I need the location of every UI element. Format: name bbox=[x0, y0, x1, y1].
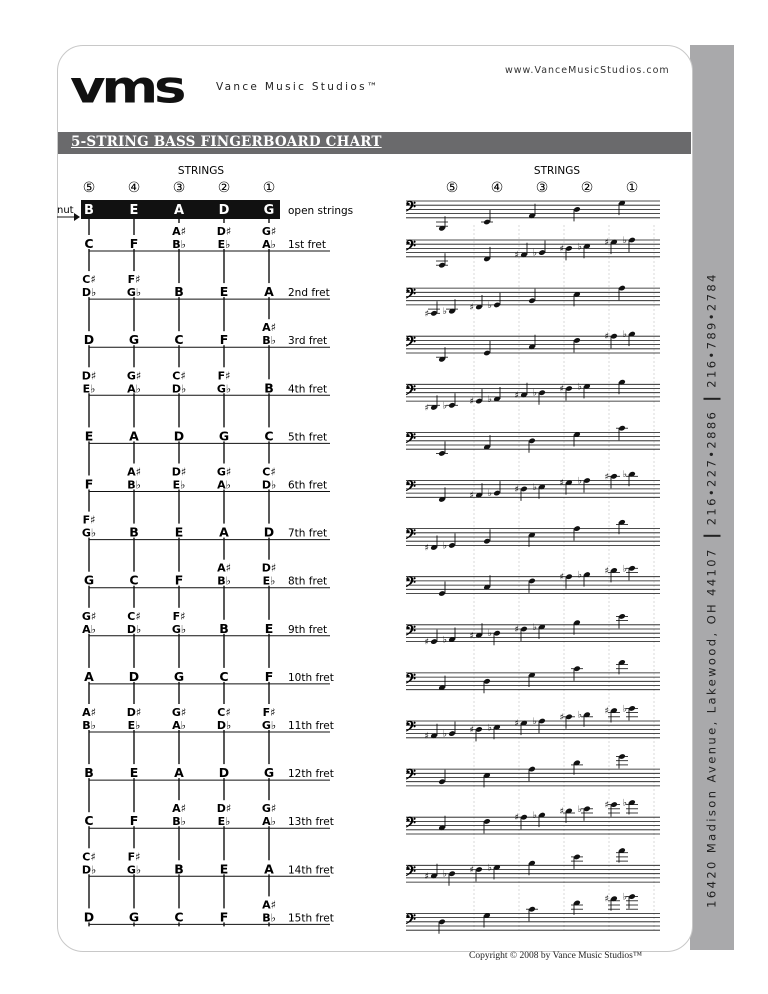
fret-note: A♭ bbox=[262, 815, 276, 829]
address: 16420 Madison Avenue, Lakewood, OH 44107 bbox=[704, 547, 719, 908]
fret-note: D bbox=[128, 668, 140, 684]
fret-note: G♯ bbox=[216, 465, 232, 479]
accidental: ♭ bbox=[622, 564, 627, 575]
fret-note: C bbox=[84, 236, 94, 251]
fret-note: G♯ bbox=[81, 609, 97, 623]
accidental: ♭ bbox=[577, 382, 582, 393]
fret-note: F bbox=[219, 909, 229, 925]
fret-note: G bbox=[218, 428, 230, 444]
accidental: ♯ bbox=[469, 303, 474, 313]
fret-note: F♯ bbox=[127, 850, 141, 864]
fret-note: C♯ bbox=[82, 273, 96, 287]
fret-note: G♭ bbox=[126, 286, 142, 300]
accidental: ♯ bbox=[559, 244, 564, 255]
accidental: ♭ bbox=[577, 570, 582, 581]
logo-text: vms bbox=[70, 70, 183, 113]
accidental: ♯ bbox=[604, 332, 609, 343]
fret-note: A bbox=[264, 284, 274, 300]
fret-note: E bbox=[174, 524, 184, 540]
fret-note: A♯ bbox=[172, 225, 186, 238]
accidental: ♭ bbox=[577, 242, 582, 253]
accidental: ♭ bbox=[442, 729, 447, 740]
fret-note: C bbox=[219, 668, 229, 684]
accidental: ♭ bbox=[532, 388, 537, 399]
bass-clef: 𝄢 bbox=[405, 382, 416, 403]
accidental: ♯ bbox=[424, 309, 429, 320]
accidental: ♯ bbox=[469, 725, 474, 736]
fret-note: A bbox=[219, 524, 229, 540]
fret-note: C bbox=[174, 909, 184, 925]
strings-label: STRINGS bbox=[177, 165, 225, 177]
accidental: ♭ bbox=[487, 395, 492, 405]
fret-note: E bbox=[84, 428, 94, 444]
fret-note: D♭ bbox=[216, 719, 232, 732]
fret-note: C♯ bbox=[217, 706, 231, 719]
fret-note: D♯ bbox=[81, 369, 97, 383]
fret-note: E♭ bbox=[127, 719, 141, 732]
fret-note: F bbox=[264, 668, 274, 684]
fret-note: E♭ bbox=[217, 238, 231, 251]
accidental: ♯ bbox=[424, 543, 429, 554]
accidental: ♯ bbox=[604, 706, 609, 717]
accidental: ♯ bbox=[559, 478, 564, 489]
open-note: E bbox=[129, 203, 139, 218]
bass-clef: 𝄢 bbox=[405, 574, 416, 595]
nut-label: nut bbox=[57, 205, 74, 216]
bass-clef: 𝄢 bbox=[405, 622, 416, 643]
bass-clef: 𝄢 bbox=[405, 863, 416, 884]
accidental: ♯ bbox=[424, 637, 429, 648]
fret-note: D bbox=[173, 428, 185, 444]
fret-note: A♯ bbox=[262, 321, 276, 335]
fret-note: B♭ bbox=[262, 911, 276, 925]
string-number: ① bbox=[625, 180, 639, 196]
fret-note: A♯ bbox=[172, 802, 186, 816]
fret-note: D♯ bbox=[216, 225, 232, 238]
string-number: ③ bbox=[535, 180, 549, 196]
fret-label: 6th fret bbox=[288, 479, 328, 492]
fret-note: E♭ bbox=[172, 478, 186, 492]
string-number: ② bbox=[580, 180, 594, 196]
accidental: ♭ bbox=[442, 635, 447, 646]
accidental: ♯ bbox=[469, 397, 474, 408]
divider bbox=[704, 398, 721, 400]
fret-note: F bbox=[84, 476, 94, 492]
fret-label: 7th fret bbox=[288, 527, 328, 540]
fret-note: C bbox=[264, 428, 274, 444]
fret-label: 11th fret bbox=[288, 720, 334, 732]
fret-note: C♯ bbox=[262, 465, 276, 479]
bass-clef: 𝄢 bbox=[405, 478, 416, 499]
accidental: ♯ bbox=[604, 238, 609, 249]
bass-clef: 𝄢 bbox=[405, 334, 416, 355]
bass-clef: 𝄢 bbox=[405, 526, 416, 547]
accidental: ♭ bbox=[442, 307, 447, 318]
accidental: ♭ bbox=[532, 717, 537, 727]
phone-2: 216•789•2784 bbox=[704, 272, 719, 388]
fret-note: G bbox=[128, 332, 140, 348]
fret-note: D♭ bbox=[81, 863, 97, 877]
fret-note: A♯ bbox=[217, 561, 231, 575]
accidental: ♯ bbox=[559, 572, 564, 583]
accidental: ♭ bbox=[622, 470, 627, 481]
fret-note: B bbox=[174, 861, 184, 877]
string-number: ⑤ bbox=[82, 180, 96, 196]
accidental: ♭ bbox=[487, 629, 492, 640]
accidental: ♭ bbox=[622, 330, 627, 341]
fret-note: C bbox=[84, 813, 94, 829]
accidental: ♯ bbox=[559, 806, 564, 817]
fret-label: 2nd fret bbox=[288, 287, 330, 300]
string-number: ⑤ bbox=[445, 180, 459, 196]
fret-note: G♭ bbox=[171, 622, 187, 636]
fret-note: F♯ bbox=[82, 513, 96, 527]
accidental: ♯ bbox=[604, 800, 609, 811]
accidental: ♯ bbox=[514, 484, 519, 495]
fret-label: 1st fret bbox=[288, 239, 326, 251]
fret-note: G bbox=[83, 572, 95, 588]
string-number: ④ bbox=[490, 180, 504, 196]
fret-label: 15th fret bbox=[288, 912, 334, 925]
accidental: ♯ bbox=[559, 712, 564, 723]
fret-note: D bbox=[263, 524, 275, 540]
fret-note: A bbox=[264, 861, 274, 877]
fret-note: G bbox=[263, 765, 275, 781]
accidental: ♭ bbox=[442, 541, 447, 552]
fret-label: 12th fret bbox=[288, 768, 334, 781]
fret-note: B bbox=[219, 620, 229, 636]
accidental: ♭ bbox=[487, 723, 492, 734]
fret-note: F♯ bbox=[172, 609, 186, 623]
accidental: ♭ bbox=[487, 489, 492, 500]
accidental: ♭ bbox=[622, 892, 627, 903]
fret-note: G♭ bbox=[126, 863, 142, 877]
fret-label: 14th fret bbox=[288, 864, 334, 877]
fret-note: G♯ bbox=[261, 802, 277, 816]
fret-note: B♭ bbox=[172, 238, 186, 251]
accidental: ♭ bbox=[487, 300, 492, 311]
fret-note: A♭ bbox=[262, 238, 276, 251]
fret-label: 10th fret bbox=[288, 671, 334, 684]
accidental: ♯ bbox=[514, 719, 519, 730]
accidental: ♭ bbox=[532, 248, 537, 259]
fret-note: F♯ bbox=[217, 369, 231, 383]
accidental: ♯ bbox=[469, 631, 474, 642]
open-note: G bbox=[263, 203, 275, 218]
fret-note: E♭ bbox=[262, 574, 276, 588]
fret-note: G bbox=[128, 909, 140, 925]
accidental: ♯ bbox=[604, 472, 609, 483]
fret-note: B bbox=[84, 765, 94, 781]
fret-note: F bbox=[219, 332, 229, 348]
strings-label: STRINGS bbox=[533, 165, 581, 177]
fret-note: C bbox=[174, 332, 184, 348]
fret-label: 4th fret bbox=[288, 383, 328, 396]
fret-note: A♯ bbox=[127, 465, 141, 479]
fret-note: D bbox=[83, 909, 95, 925]
string-number: ② bbox=[217, 180, 231, 196]
fret-note: A♯ bbox=[82, 706, 96, 719]
website-link[interactable]: www.VanceMusicStudios.com bbox=[505, 65, 670, 76]
bass-clef: 𝄢 bbox=[405, 815, 416, 836]
fret-note: E bbox=[219, 861, 229, 877]
accidental: ♯ bbox=[604, 894, 609, 905]
accidental: ♯ bbox=[469, 491, 474, 502]
fret-note: G♯ bbox=[261, 225, 277, 238]
fret-note: C bbox=[129, 572, 139, 588]
accidental: ♭ bbox=[622, 798, 627, 809]
fret-label: 9th fret bbox=[288, 623, 328, 636]
bass-clef: 𝄢 bbox=[405, 199, 416, 219]
fret-note: D♯ bbox=[171, 465, 187, 479]
fret-note: A bbox=[129, 428, 139, 444]
fret-note: A bbox=[174, 765, 184, 781]
accidental: ♯ bbox=[514, 813, 519, 824]
fret-note: F bbox=[129, 236, 139, 251]
fret-note: D♭ bbox=[81, 286, 97, 300]
fret-note: A♭ bbox=[82, 622, 96, 636]
accidental: ♭ bbox=[442, 401, 447, 412]
accidental: ♯ bbox=[469, 865, 474, 876]
fret-note: A♭ bbox=[217, 478, 231, 492]
fret-note: F♯ bbox=[262, 706, 276, 719]
open-note: A bbox=[173, 203, 185, 218]
fret-note: F bbox=[174, 572, 184, 588]
brand-name: Vance Music Studios™ bbox=[216, 81, 380, 93]
fret-note: D♯ bbox=[216, 802, 232, 816]
fret-note: D♯ bbox=[126, 706, 142, 719]
fret-note: D♭ bbox=[171, 382, 187, 396]
fret-note: F♯ bbox=[127, 273, 141, 287]
fret-note: B♭ bbox=[217, 574, 231, 588]
fret-note: B♭ bbox=[82, 719, 96, 732]
fret-note: E♭ bbox=[217, 815, 231, 829]
page-title: 5-STRING BASS FINGERBOARD CHART bbox=[71, 134, 382, 150]
fret-note: C♯ bbox=[172, 369, 186, 383]
phone-1: 216•227•2886 bbox=[704, 409, 719, 526]
bass-clef: 𝄢 bbox=[405, 238, 416, 258]
fret-note: G♯ bbox=[126, 369, 142, 383]
bass-clef: 𝄢 bbox=[405, 430, 416, 451]
fret-note: G bbox=[173, 668, 185, 684]
fret-note: D♭ bbox=[126, 622, 142, 636]
bass-clef: 𝄢 bbox=[405, 286, 416, 307]
accidental: ♯ bbox=[424, 403, 429, 414]
fret-note: D♭ bbox=[261, 478, 277, 492]
fret-note: B♭ bbox=[172, 815, 186, 829]
string-number: ① bbox=[262, 180, 276, 196]
accidental: ♭ bbox=[532, 811, 537, 822]
fret-note: F bbox=[129, 813, 139, 829]
accidental: ♭ bbox=[577, 476, 582, 487]
fret-note: E bbox=[264, 620, 274, 636]
fret-note: D bbox=[83, 332, 95, 348]
open-strings-label: open strings bbox=[288, 205, 354, 217]
fret-note: G♭ bbox=[216, 382, 232, 396]
accidental: ♭ bbox=[622, 704, 627, 715]
open-note: B bbox=[84, 203, 94, 218]
accidental: ♭ bbox=[532, 622, 537, 633]
fret-note: E bbox=[219, 284, 229, 300]
bass-clef: 𝄢 bbox=[405, 670, 416, 691]
accidental: ♯ bbox=[559, 384, 564, 395]
bass-clef: 𝄢 bbox=[405, 911, 416, 932]
bass-clef: 𝄢 bbox=[405, 767, 416, 788]
fret-note: G♯ bbox=[171, 706, 187, 719]
fret-note: G♭ bbox=[261, 719, 277, 732]
fret-note: A bbox=[84, 668, 94, 684]
fret-note: B bbox=[174, 284, 184, 300]
fret-note: B♭ bbox=[262, 334, 276, 348]
accidental: ♭ bbox=[442, 869, 447, 880]
fret-note: E bbox=[129, 765, 139, 781]
fret-note: D♯ bbox=[261, 561, 277, 575]
accidental: ♭ bbox=[622, 236, 627, 246]
accidental: ♭ bbox=[487, 863, 492, 874]
fret-note: E♭ bbox=[82, 382, 96, 396]
fret-note: G♭ bbox=[81, 526, 97, 540]
accidental: ♯ bbox=[514, 250, 519, 261]
fret-note: C♯ bbox=[82, 850, 96, 864]
accidental: ♯ bbox=[604, 566, 609, 577]
fret-label: 5th fret bbox=[288, 431, 328, 444]
accidental: ♯ bbox=[514, 625, 519, 635]
accidental: ♯ bbox=[424, 871, 429, 882]
fret-note: C♯ bbox=[127, 609, 141, 623]
fret-note: A♭ bbox=[127, 382, 141, 396]
contact-info bbox=[704, 272, 721, 908]
copyright: Copyright © 2008 by Vance Music Studios™ bbox=[469, 951, 643, 961]
fret-note: B bbox=[129, 524, 139, 540]
divider bbox=[704, 535, 721, 537]
fret-note: D bbox=[218, 765, 230, 781]
open-note: D bbox=[218, 203, 230, 218]
fret-note: B bbox=[264, 380, 274, 396]
fret-note: B♭ bbox=[127, 478, 141, 492]
fret-label: 8th fret bbox=[288, 575, 328, 588]
accidental: ♭ bbox=[577, 804, 582, 815]
fret-label: 13th fret bbox=[288, 816, 334, 829]
fret-note: A♯ bbox=[262, 898, 276, 912]
accidental: ♯ bbox=[514, 390, 519, 401]
string-number: ④ bbox=[127, 180, 141, 196]
string-number: ③ bbox=[172, 180, 186, 196]
accidental: ♭ bbox=[577, 710, 582, 721]
fret-label: 3rd fret bbox=[288, 335, 328, 348]
bass-clef: 𝄢 bbox=[405, 719, 416, 739]
fret-note: A♭ bbox=[172, 719, 186, 732]
accidental: ♯ bbox=[424, 731, 429, 742]
accidental: ♭ bbox=[532, 482, 537, 493]
